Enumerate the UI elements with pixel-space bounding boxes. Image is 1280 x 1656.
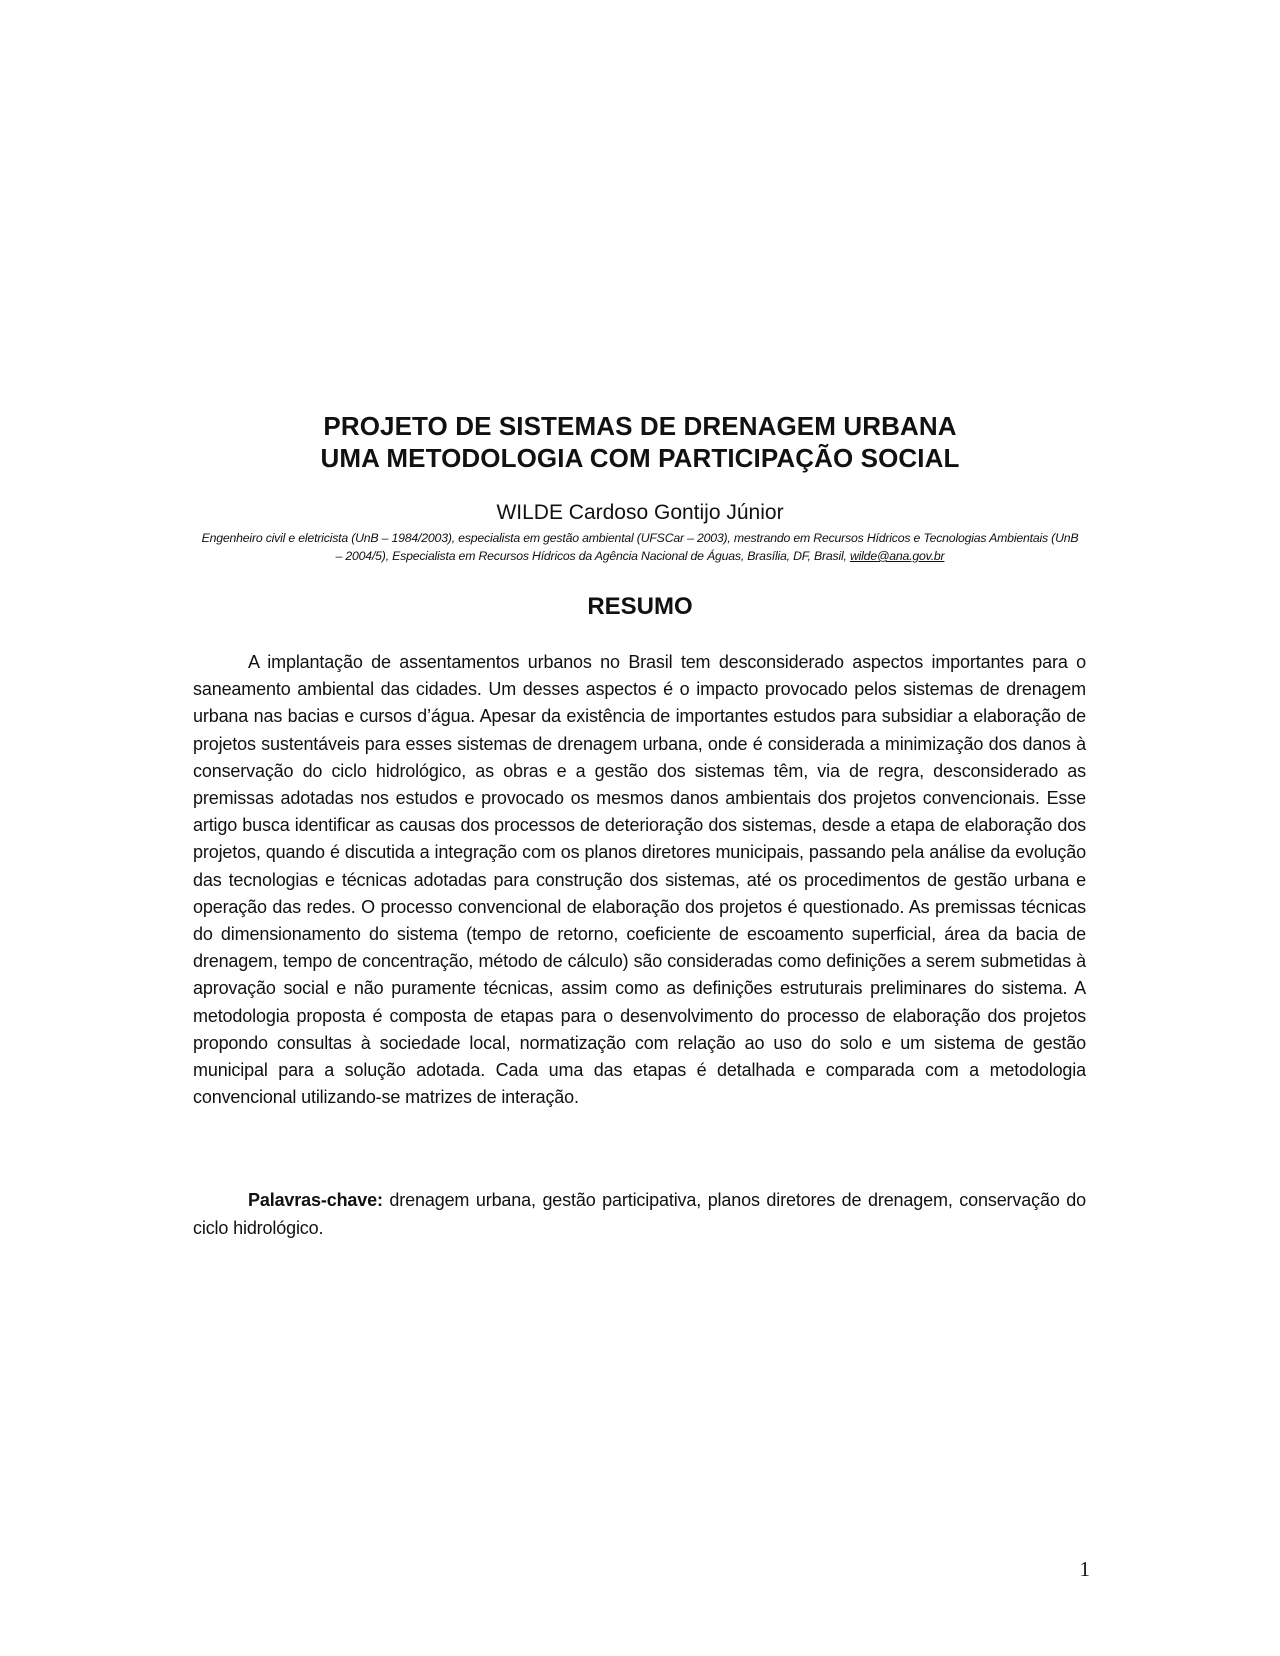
author-email-link[interactable]: wilde@ana.gov.br [849, 549, 945, 563]
keywords-paragraph [193, 1187, 1086, 1242]
abstract-heading: RESUMO [587, 593, 693, 620]
keywords-label: Palavras-chave: [248, 1190, 383, 1210]
paper-title [180, 410, 1100, 474]
keywords-text: drenagem urbana, gestão participativa, planos diretores de drenagem, conservação do ciclo hidrológico. [193, 1190, 1086, 1238]
abstract-paragraph: A implantação de assentamentos urbanos no Brasil tem desconsiderado aspectos importantes para o saneamento ambiental das cidades. Um desses aspectos é o impacto provocado pelos sistemas de drenagem urbana nas bacias e cursos d’água. Apesar da existência de importantes estudos para subsidiar a elaboração de projetos sustentáveis para esses sistemas de drenagem urbana, onde é considerada a minimização dos danos à conservação do ciclo hidrológico, as obras e a gestão dos sistemas têm, via de regra, desconsiderado as premissas adotadas nos estudos e provocado os mesmos danos ambientais dos projetos convencionais. Esse artigo busca identificar as causas dos processos de deterioração dos sistemas, desde a etapa de elaboração dos projetos, quando é discutida a integração com os planos diretores municipais, passando pela análise da evolução das tecnologias e técnicas adotadas para construção dos sistemas, até os procedimentos de gestão urbana e operação das redes. O processo convencional de elaboração dos projetos é questionado. As premissas técnicas do dimensionamento do sistema (tempo de retorno, coeficiente de escoamento superficial, área da bacia de drenagem, tempo de concentração, método de cálculo) são consideradas como definições a serem submetidas à aprovação social e não puramente técnicas, assim como as definições estruturais preliminares do sistema. A metodologia proposta é composta de etapas para o desenvolvimento do processo de elaboração dos projetos propondo consultas à sociedade local, normatização com relação ao uso do solo e um sistema de gestão municipal para a solução adotada. Cada uma das etapas é detalhada e comparada com a metodologia convencional utilizando-se matrizes de interação. [193, 652, 1086, 1108]
title-line-2: UMA METODOLOGIA COM PARTICIPAÇÃO SOCIAL [320, 443, 960, 473]
affiliation-text: Engenheiro civil e eletricista (UnB – 1984/2003), especialista em gestão ambiental (UFSCar – 2003), mestrando em Recursos Hídricos e Tecnologias Ambientais (UnB – 2004/5), Especialista em Recursos Hídricos da Agência Nacional de Águas, Brasília, DF, Brasil, [201, 531, 1079, 563]
author-name: WILDE Cardoso Gontijo Júnior [496, 501, 784, 524]
page-number: 1 [1079, 1557, 1090, 1581]
author-affiliation [200, 529, 1080, 565]
title-line-1: PROJETO DE SISTEMAS DE DRENAGEM URBANA [323, 411, 957, 441]
